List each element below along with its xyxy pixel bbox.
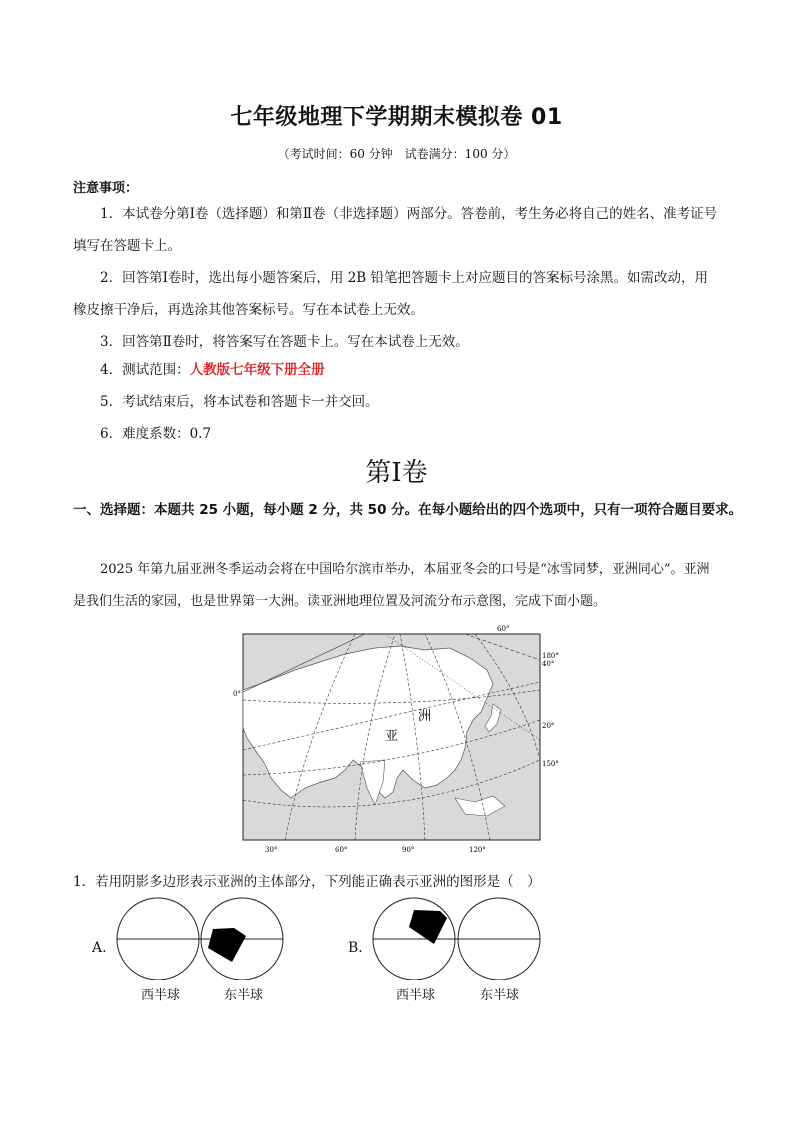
option-a-east-label: 东半球 <box>224 988 264 1003</box>
map-label-zhou: 洲 <box>418 709 432 724</box>
section-instruction: 一、选择题：本题共 25 小题，每小题 2 分，共 50 分。在每小题给出的四个选项中，只有一项符合题目要求。 <box>73 502 743 518</box>
asia-shape-east <box>208 928 246 962</box>
map-tick-bottom-2: 60° <box>335 846 348 854</box>
option-b[interactable] <box>340 890 560 1005</box>
notice-item-4-label: 4．测试范围： <box>100 362 190 378</box>
map-label-ya: 亚 <box>385 729 399 744</box>
asia-map <box>225 620 575 860</box>
notice-item-3: 3．回答第Ⅱ卷时，将答案写在答题卡上。写在本试卷上无效。 <box>100 334 469 350</box>
notice-item-4 <box>73 354 721 386</box>
notice-item-5: 5．考试结束后，将本试卷和答题卡一并交回。 <box>100 394 379 410</box>
map-tick-left: 0° <box>233 690 241 698</box>
map-tick-top: 60° <box>497 625 510 633</box>
notice-item-6: 6．难度系数：0.7 <box>100 426 212 442</box>
asia-map-figure <box>225 620 575 860</box>
document-title: 七年级地理下学期期末模拟卷 01 <box>230 105 563 130</box>
option-b-label: B. <box>348 940 363 956</box>
option-a[interactable] <box>80 890 300 1005</box>
question-1-text: 1．若用阴影多边形表示亚洲的主体部分，下列能正确表示亚洲的图形是（ ） <box>73 874 541 890</box>
notice-heading: 注意事项： <box>73 181 139 196</box>
map-tick-bottom-1: 30° <box>265 846 278 854</box>
map-tick-right-1: 180° <box>542 652 559 660</box>
map-tick-right-2: 40° <box>542 660 555 668</box>
option-a-west-label: 西半球 <box>141 988 181 1003</box>
map-tick-bottom-4: 120° <box>469 846 486 854</box>
option-b-hemispheres <box>340 890 560 980</box>
exam-info: （考试时间：60 分钟 试卷满分：100 分） <box>277 147 516 161</box>
notice-item-2: 2．回答第Ⅰ卷时，选出每小题答案后，用 2B 铅笔把答题卡上对应题目的答案标号涂黑。如需改动，用橡皮擦干净后，再选涂其他答案标号。写在本试卷上无效。 <box>73 270 709 318</box>
reading-passage: 2025 年第九届亚洲冬季运动会将在中国哈尔滨市举办，本届亚冬会的口号是“冰雪同梦，亚洲同心”。亚洲是我们生活的家园，也是世界第一大洲。读亚洲地理位置及河流分布示意图，完成下面小题。 <box>73 562 710 609</box>
section-title: 第Ⅰ卷 <box>365 458 428 488</box>
test-scope: 人教版七年级下册全册 <box>189 362 325 378</box>
map-tick-right-4: 150° <box>542 760 559 768</box>
map-tick-bottom-3: 90° <box>402 846 415 854</box>
option-a-hemispheres <box>80 890 300 980</box>
option-b-west-label: 西半球 <box>396 988 436 1003</box>
notice-item-1: 1．本试卷分第Ⅰ卷（选择题）和第Ⅱ卷（非选择题）两部分。答卷前，考生务必将自己的姓名、准考证号填写在答题卡上。 <box>73 206 718 254</box>
option-b-east-label: 东半球 <box>480 988 520 1003</box>
option-a-label: A. <box>92 940 107 956</box>
map-tick-right-3: 20° <box>542 722 555 730</box>
